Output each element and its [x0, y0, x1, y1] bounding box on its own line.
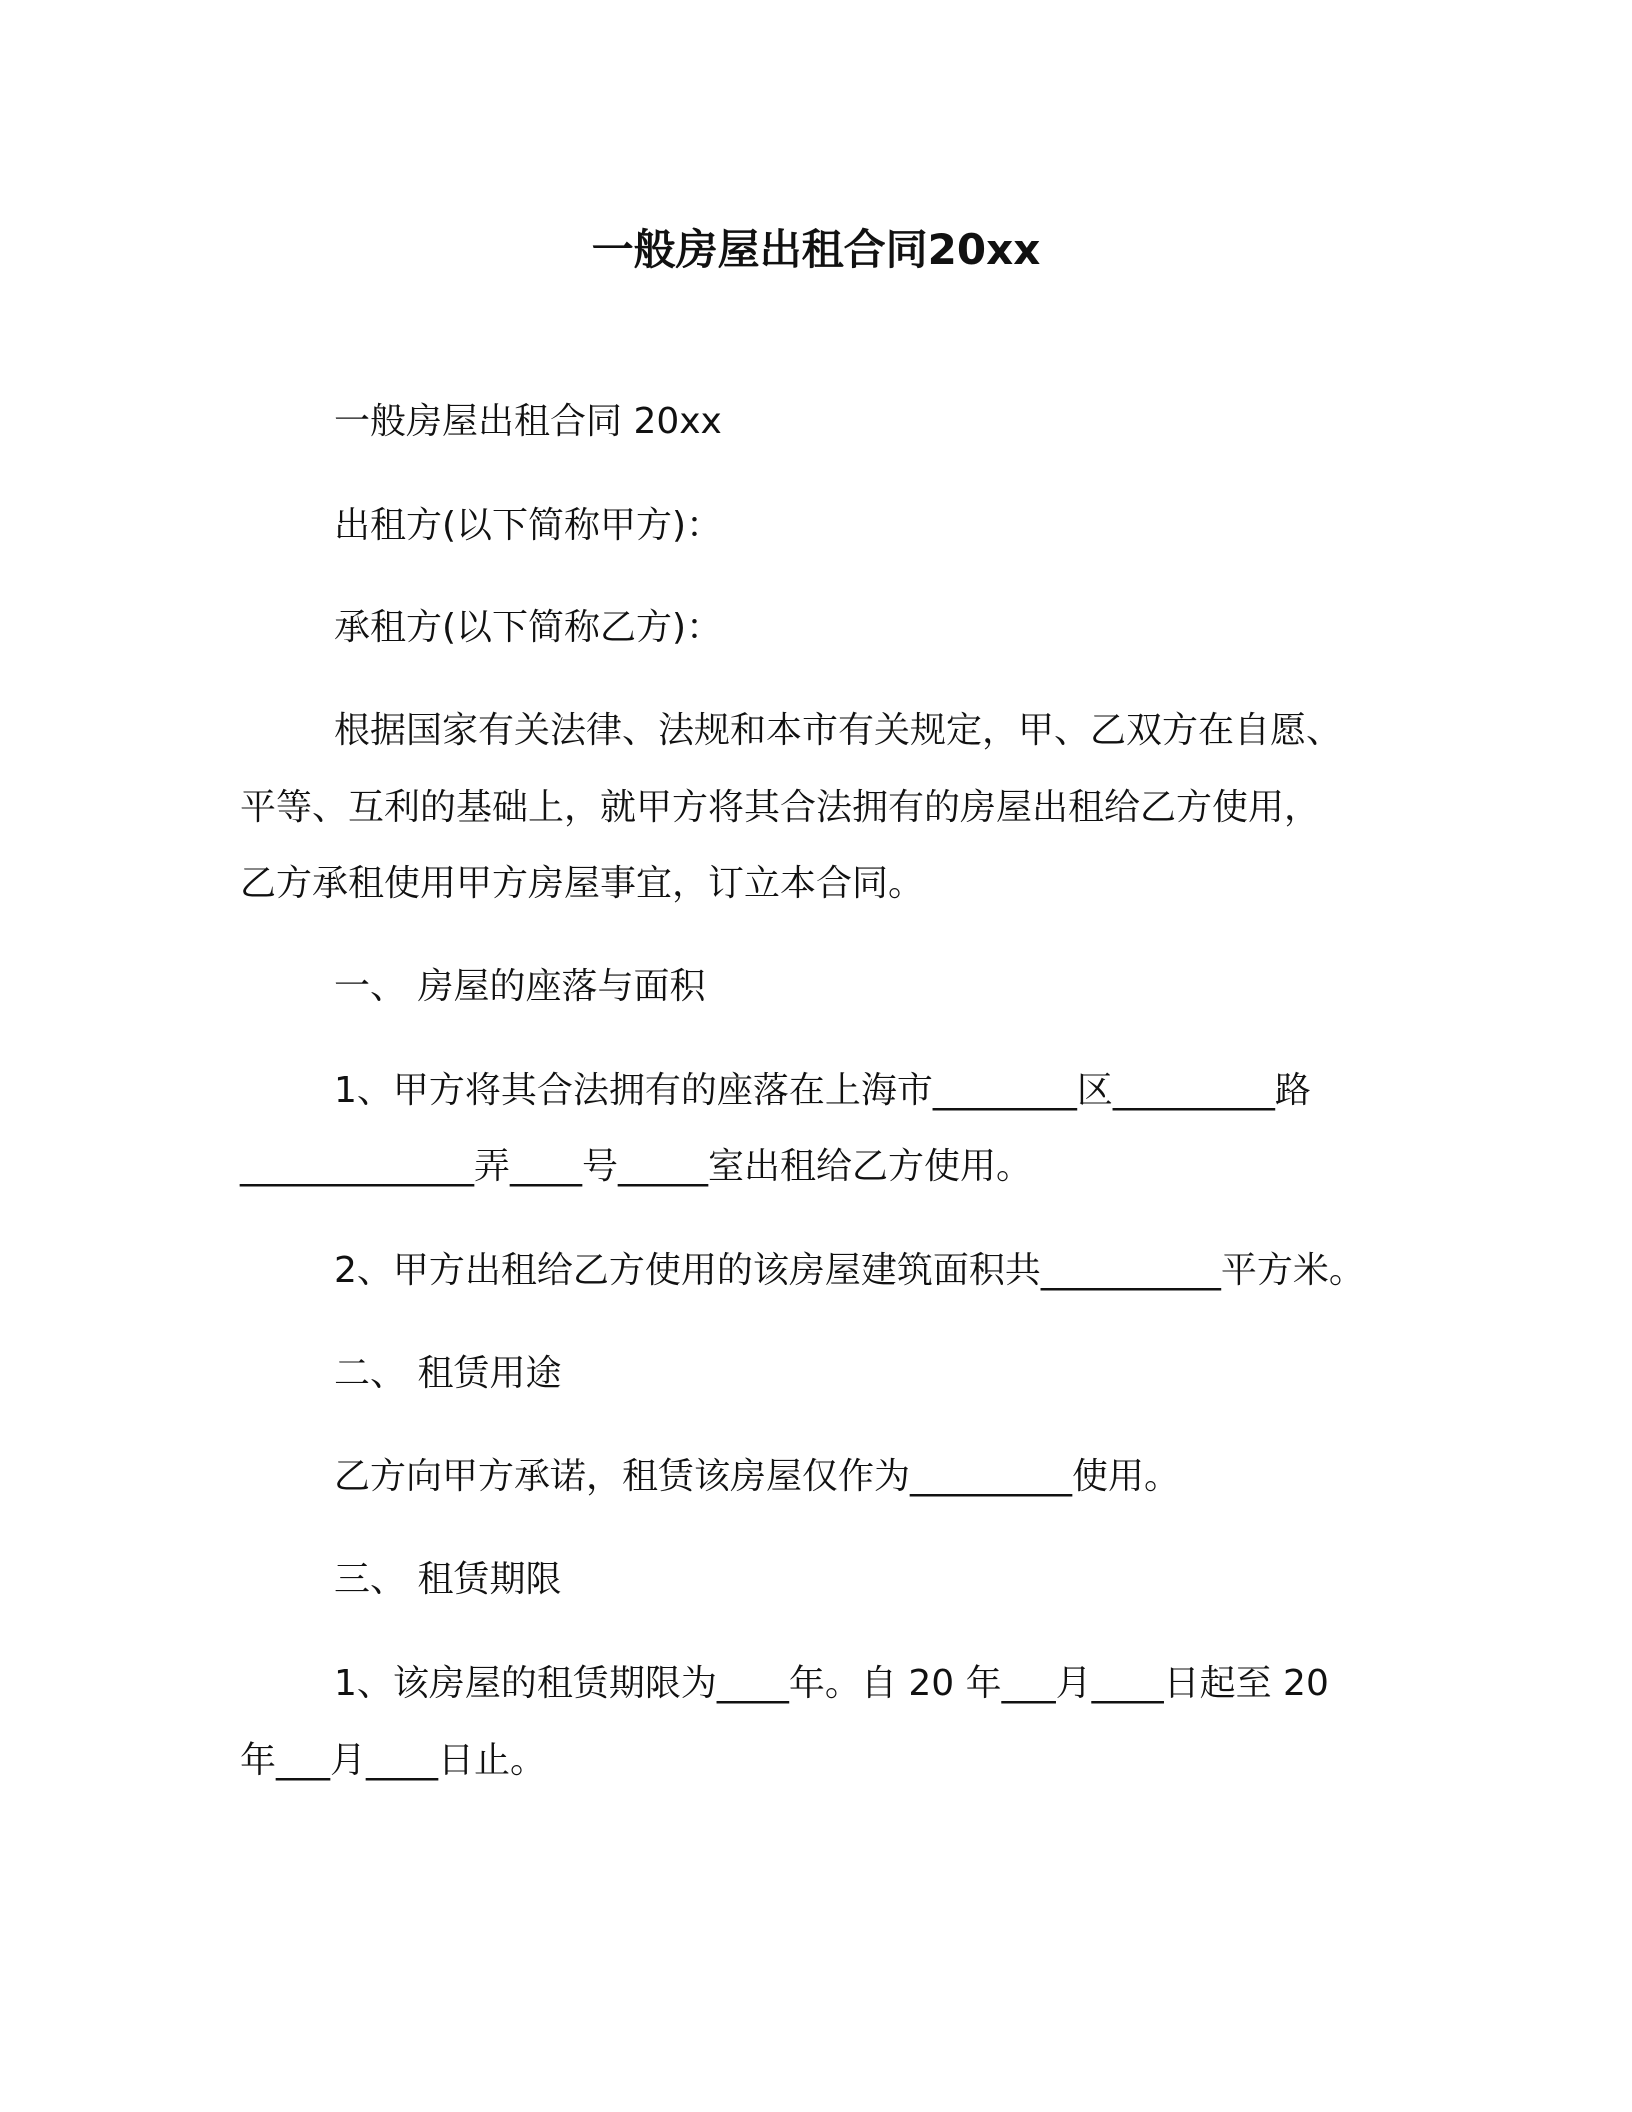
clause-1-1-line-1: 1、甲方将其合法拥有的座落在上海市________区_________路	[334, 1070, 1311, 1111]
lessor-line: 出租方(以下简称甲方)：	[334, 505, 723, 546]
clause-3-1-line-1: 1、该房屋的租赁期限为____年。自 20 年___月____日起至 20	[334, 1663, 1329, 1704]
section-heading-purpose: 二、 租赁用途	[334, 1353, 562, 1394]
section-heading-location: 一、 房屋的座落与面积	[334, 966, 706, 1007]
section-heading-term: 三、 租赁期限	[334, 1559, 562, 1600]
clause-2: 乙方向甲方承诺，租赁该房屋仅作为_________使用。	[334, 1456, 1181, 1497]
clause-3-1-line-2: 年___月____日止。	[240, 1740, 547, 1781]
subtitle-line: 一般房屋出租合同 20xx	[334, 401, 722, 442]
lessee-line: 承租方(以下简称乙方)：	[334, 607, 723, 648]
clause-1-2: 2、甲方出租给乙方使用的该房屋建筑面积共__________平方米。	[334, 1250, 1365, 1291]
preamble-line-1: 根据国家有关法律、法规和本市有关规定，甲、乙双方在自愿、	[334, 710, 1343, 751]
document-title: 一般房屋出租合同20xx	[591, 225, 1041, 274]
preamble-line-2: 平等、互利的基础上，就甲方将其合法拥有的房屋出租给乙方使用，	[240, 787, 1321, 828]
clause-1-1-line-2: _____________弄____号_____室出租给乙方使用。	[240, 1146, 1033, 1187]
preamble-line-3: 乙方承租使用甲方房屋事宜，订立本合同。	[240, 863, 925, 904]
